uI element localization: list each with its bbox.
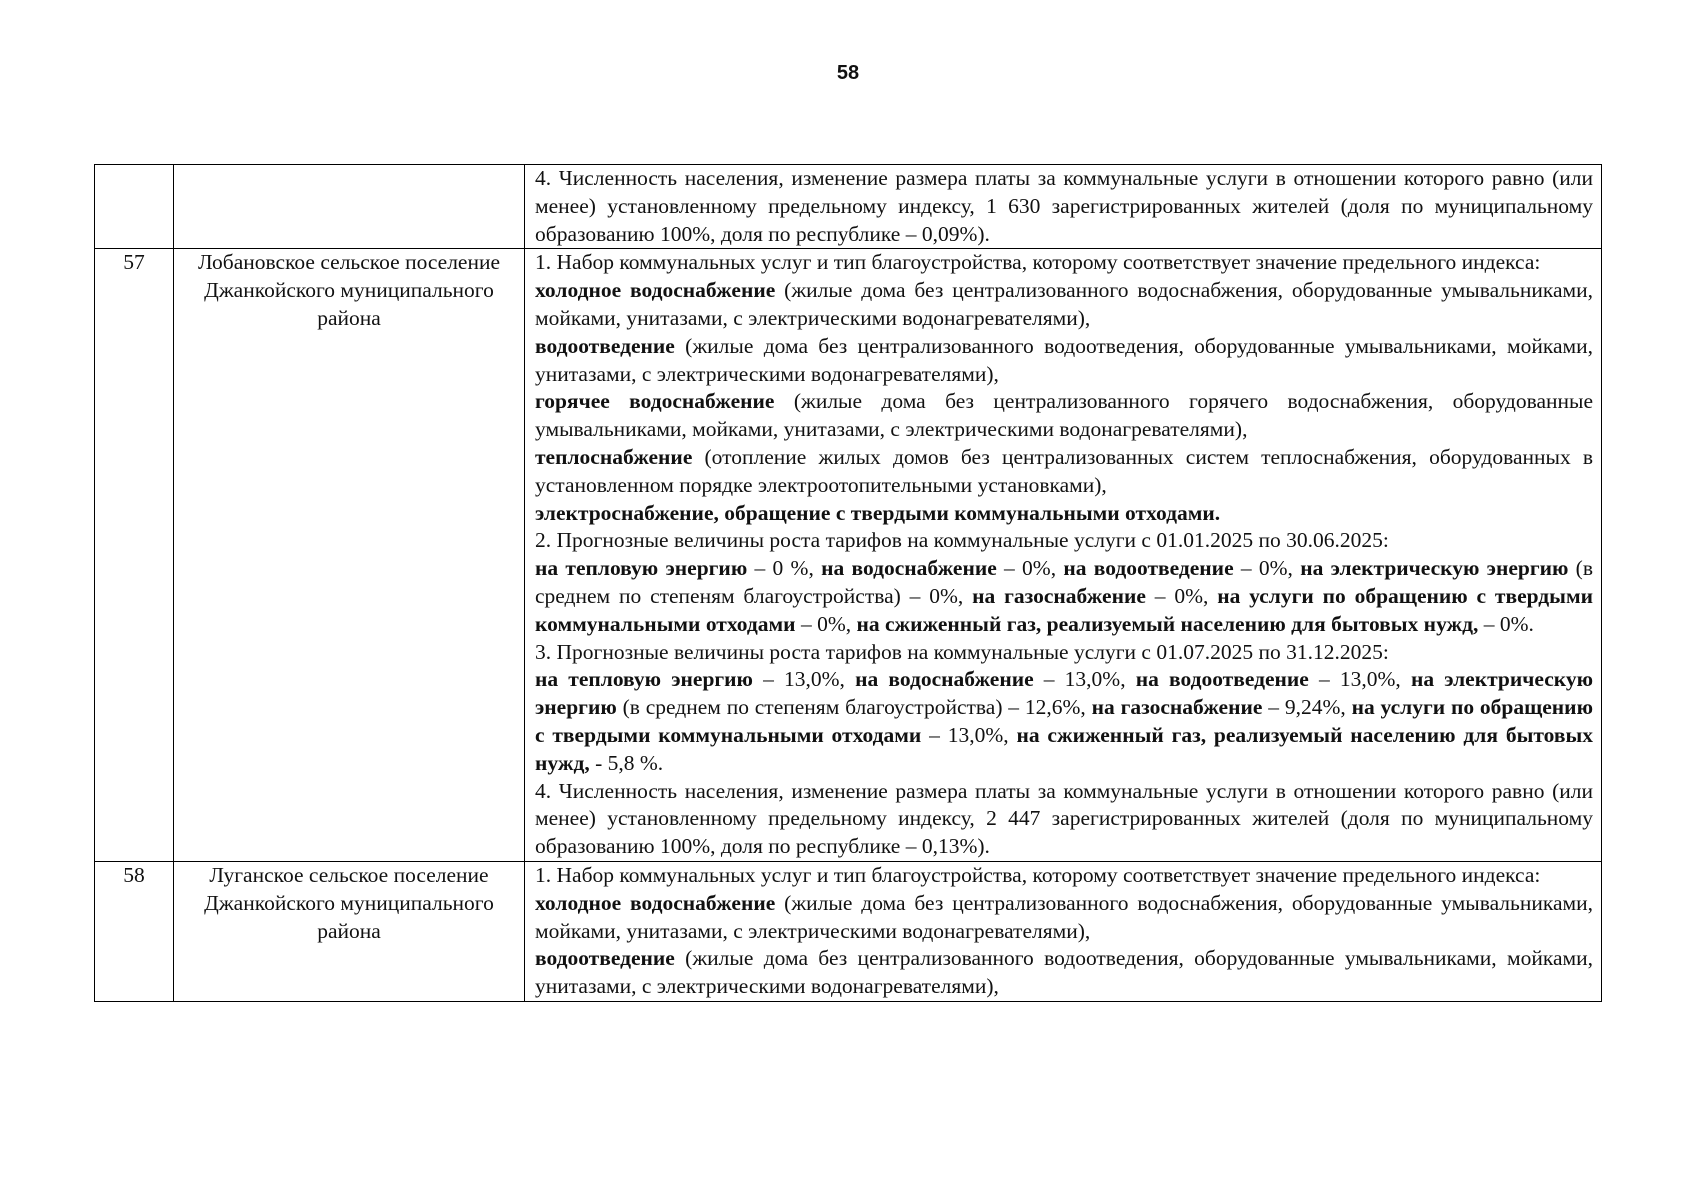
municipality-name [174, 165, 525, 249]
text-segment: 1. Набор коммунальных услуг и тип благоустройства, которому соответствует значение предельного индекса: [535, 250, 1541, 275]
text-segment: (в среднем по степеням благоустройства) – 0%, [535, 556, 1593, 608]
bold-text-segment: на тепловую энергию [535, 667, 753, 692]
description-paragraph [535, 666, 1593, 777]
page-number: 58 [836, 62, 860, 84]
table-row [95, 249, 1602, 862]
description-paragraph [535, 527, 1593, 555]
description-paragraph [535, 333, 1593, 389]
description-paragraph [535, 249, 1593, 277]
description-paragraph [535, 778, 1593, 861]
bold-text-segment: на услуги по обращению с твердыми коммунальными отходами [535, 583, 1593, 636]
tariff-table [94, 164, 1602, 1002]
bold-text-segment: на водоснабжение [821, 556, 997, 581]
row-number: 58 [95, 861, 174, 1001]
municipality-name: Лобановское сельское поселение Джанкойского муниципального района [174, 249, 525, 862]
description-paragraph [535, 277, 1593, 333]
text-segment: – 13,0%, [921, 722, 1017, 747]
bold-text-segment: на водоснабжение [855, 667, 1034, 692]
text-segment: – 0%. [1478, 611, 1534, 636]
bold-text-segment: на тепловую энергию [535, 556, 748, 581]
bold-text-segment: водоотведение [535, 333, 675, 358]
bold-text-segment: на электрическую энергию [535, 667, 1594, 720]
bold-text-segment: холодное водоснабжение [535, 278, 776, 303]
text-segment: – 0%, [795, 611, 857, 636]
text-segment: 3. Прогнозные величины роста тарифов на коммунальные услуги с 01.07.2025 по 31.12.2025: [535, 639, 1389, 664]
text-segment: 4. Численность населения, изменение размера платы за коммунальные услуги в отношении которого равно (или менее) установленному предельному индексу, 2 447 зарегистрированных жителей (доля по муниципальному образованию 100%, доля по республике – 0,13%). [535, 778, 1593, 859]
description-paragraph [535, 890, 1593, 946]
text-segment: (отопление жилых домов без централизованных систем теплоснабжения, оборудованных в установленном порядке электроотопительными установками), [535, 444, 1593, 497]
description-paragraph [535, 945, 1593, 1001]
bold-text-segment: на электрическую энергию [1300, 556, 1569, 581]
bold-text-segment: холодное водоснабжение [535, 890, 776, 915]
text-segment: 4. Численность населения, изменение размера платы за коммунальные услуги в отношении которого равно (или менее) установленному предельному индексу, 1 630 зарегистрированных жителей (доля по муниципальному образованию 100%, доля по республике – 0,09%). [535, 166, 1593, 246]
description-paragraph [535, 500, 1593, 528]
bold-text-segment: на водоотведение [1063, 556, 1234, 581]
text-segment: – 13,0%, [1033, 667, 1136, 692]
description-paragraph [535, 444, 1593, 500]
bold-text-segment: на газоснабжение [972, 583, 1146, 608]
bold-text-segment: водоотведение [535, 946, 675, 971]
text-segment: – 0%, [1145, 583, 1218, 608]
text-segment: (жилые дома без централизованного водоснабжения, оборудованные умывальниками, мойками, унитазами, с электрическими водонагревателями), [535, 278, 1593, 330]
description-paragraph [535, 165, 1593, 248]
text-segment: – 0%, [996, 556, 1064, 581]
text-segment: (жилые дома без централизованного водоотведения, оборудованные умывальниками, мойками, унитазами, с электрическими водонагревателями), [535, 333, 1593, 386]
bold-text-segment: электроснабжение, обращение с твердыми коммунальными отходами. [535, 500, 1221, 525]
description-paragraph [535, 388, 1593, 444]
table-row [95, 165, 1602, 249]
bold-text-segment: на сжиженный газ, реализуемый населению для бытовых нужд, [856, 611, 1479, 636]
table-body [95, 165, 1602, 1002]
text-segment: – 0%, [1233, 556, 1301, 581]
text-segment: (жилые дома без централизованного водоснабжения, оборудованные умывальниками, мойками, унитазами, с электрическими водонагревателями), [535, 890, 1593, 943]
row-number [95, 165, 174, 249]
bold-text-segment: на водоотведение [1135, 667, 1309, 692]
description-paragraph [535, 862, 1593, 890]
text-segment: (в среднем по степеням благоустройства) – 12,6%, [616, 695, 1092, 720]
bold-text-segment: горячее водоснабжение [535, 389, 775, 414]
text-segment: (жилые дома без централизованного горячего водоснабжения, оборудованные умывальниками, мойками, унитазами, с электрическими водонагревателями), [535, 389, 1593, 442]
bold-text-segment: теплоснабжение [535, 444, 693, 469]
tariff-description [525, 861, 1602, 1001]
text-segment: 1. Набор коммунальных услуг и тип благоустройства, которому соответствует значение предельного индекса: [535, 862, 1541, 887]
description-paragraph [535, 555, 1593, 638]
bold-text-segment: на сжиженный газ, реализуемый населению для бытовых нужд, [535, 722, 1593, 775]
tariff-description [525, 165, 1602, 249]
text-segment: 2. Прогнозные величины роста тарифов на коммунальные услуги с 01.01.2025 по 30.06.2025: [535, 528, 1389, 553]
text-segment: – 13,0%, [1308, 667, 1411, 692]
bold-text-segment: на газоснабжение [1091, 695, 1263, 720]
text-segment: – 0 %, [747, 556, 822, 581]
text-segment: – 13,0%, [753, 667, 856, 692]
bold-text-segment: на услуги по обращению с твердыми коммунальными отходами [535, 695, 1594, 747]
tariff-description [525, 249, 1602, 862]
text-segment: (жилые дома без централизованного водоотведения, оборудованные умывальниками, мойками, унитазами, с электрическими водонагревателями), [535, 946, 1593, 999]
table-row [95, 861, 1602, 1001]
text-segment: – 9,24%, [1262, 695, 1352, 720]
row-number: 57 [95, 249, 174, 862]
description-paragraph [535, 639, 1593, 667]
municipality-name: Луганское сельское поселение Джанкойского муниципального района [174, 861, 525, 1001]
text-segment: - 5,8 %. [589, 750, 664, 775]
